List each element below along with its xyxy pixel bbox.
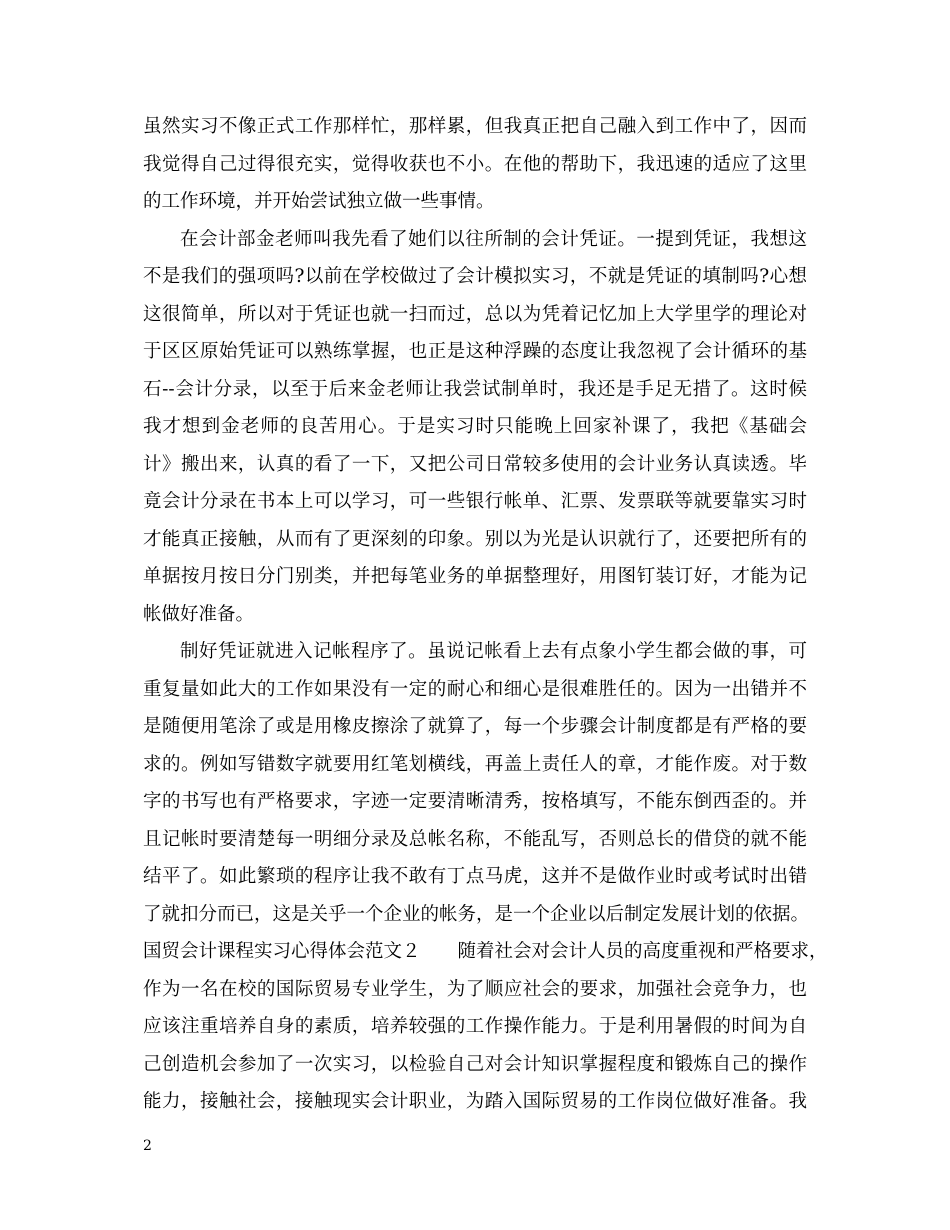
text-line: 重复量如此大的工作如果没有一定的耐心和细心是很难胜任的。因为一出错并不 [143, 679, 807, 700]
text-line: 帐做好准备。 [143, 604, 255, 625]
text-line: 是随便用笔涂了或是用橡皮擦涂了就算了，每一个步骤会计制度都是有严格的要 [143, 716, 807, 737]
text-line: 计》搬出来，认真的看了一下，又把公司日常较多使用的会计业务认真读透。毕 [143, 454, 807, 475]
text-line: 求的。例如写错数字就要用红笔划横线，再盖上责任人的章，才能作废。对于数 [143, 754, 807, 775]
text-line: 且记帐时要清楚每一明细分录及总帐名称，不能乱写，否则总长的借贷的就不能 [143, 829, 807, 850]
text-line: 应该注重培养自身的素质，培养较强的工作操作能力。于是利用暑假的时间为自 [143, 1016, 807, 1037]
text-line: 虽然实习不像正式工作那样忙，那样累，但我真正把自己融入到工作中了，因而 [143, 116, 807, 137]
text-line: 才能真正接触，从而有了更深刻的印象。别以为光是认识就行了，还要把所有的 [143, 529, 807, 550]
text-line: 的工作环境，并开始尝试独立做一些事情。 [143, 191, 495, 212]
page-number: 2 [143, 1138, 152, 1154]
text-line: 能力，接触社会，接触现实会计职业，为踏入国际贸易的工作岗位做好准备。我 [143, 1091, 807, 1112]
text-line: 国贸会计课程实习心得体会范文２ 随着社会对会计人员的高度重视和严格要求， [143, 941, 828, 962]
text-line: 石--会计分录，以至于后来金老师让我尝试制单时，我还是手足无措了。这时候 [143, 379, 807, 400]
text-line: 己创造机会参加了一次实习，以检验自己对会计知识掌握程度和锻炼自己的操作 [143, 1054, 807, 1075]
text-line: 于区区原始凭证可以熟练掌握，也正是这种浮躁的态度让我忽视了会计循环的基 [143, 341, 807, 362]
text-line: 单据按月按日分门别类，并把每笔业务的单据整理好，用图钉装订好，才能为记 [143, 566, 807, 587]
text-line: 竟会计分录在书本上可以学习，可一些银行帐单、汇票、发票联等就要靠实习时 [143, 491, 807, 512]
text-line: 这很简单，所以对于凭证也就一扫而过，总以为凭着记忆加上大学里学的理论对 [143, 304, 807, 325]
text-line: 了就扣分而已，这是关乎一个企业的帐务，是一个企业以后制定发展计划的依据。 [143, 904, 810, 925]
text-line: 结平了。如此繁琐的程序让我不敢有丁点马虎，这并不是做作业时或考试时出错 [143, 866, 807, 887]
text-line: 字的书写也有严格要求，字迹一定要清晰清秀，按格填写，不能东倒西歪的。并 [143, 791, 807, 812]
text-line: 不是我们的强项吗?以前在学校做过了会计模拟实习，不就是凭证的填制吗?心想 [143, 266, 807, 287]
text-line: 我觉得自己过得很充实，觉得收获也不小。在他的帮助下，我迅速的适应了这里 [143, 154, 807, 175]
text-line: 我才想到金老师的良苦用心。于是实习时只能晚上回家补课了，我把《基础会 [143, 416, 807, 437]
text-line: 作为一名在校的国际贸易专业学生，为了顺应社会的要求，加强社会竞争力，也 [143, 979, 807, 1000]
text-line: 制好凭证就进入记帐程序了。虽说记帐看上去有点象小学生都会做的事，可 [180, 641, 807, 662]
text-line: 在会计部金老师叫我先看了她们以往所制的会计凭证。一提到凭证，我想这 [180, 229, 807, 250]
